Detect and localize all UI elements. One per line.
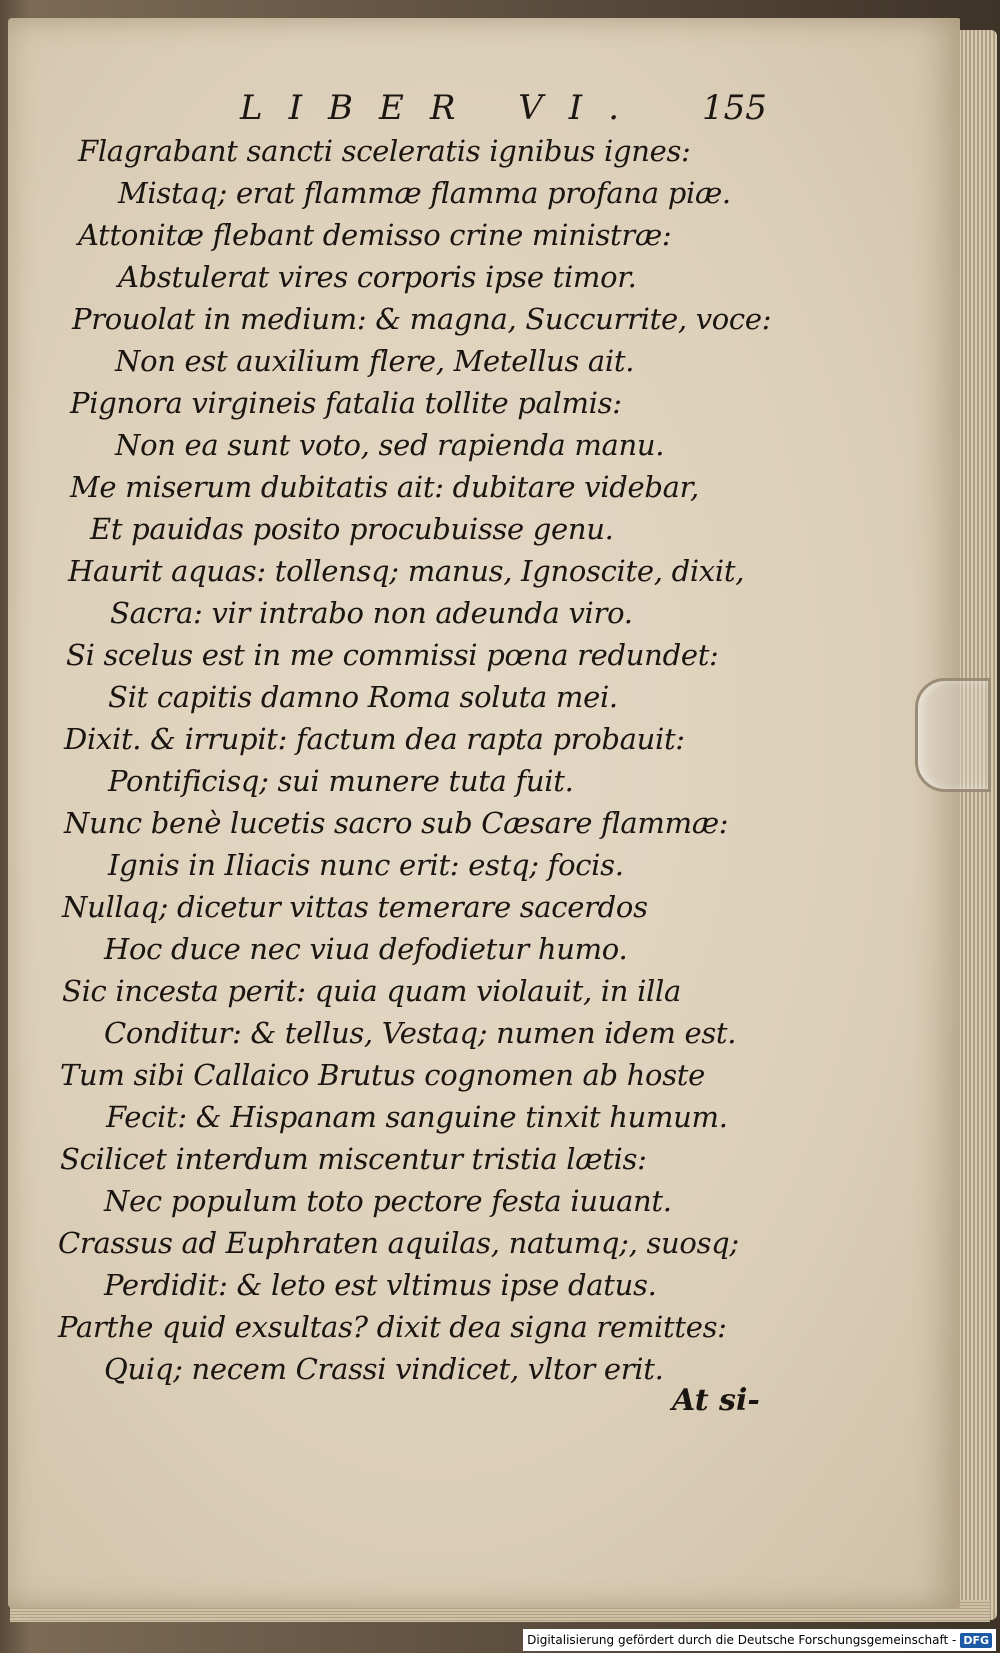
verse-line: Abstulerat vires corporis ipse timor. (118, 260, 637, 294)
verse-line: Si scelus est in me commissi pœna redundet: (66, 638, 719, 672)
verse-line: Mistaq; erat flammæ flamma profana piæ. (118, 176, 731, 210)
verse-line: Quiq; necem Crassi vindicet, vltor erit. (104, 1352, 664, 1386)
verse-line: Me miserum dubitatis ait: dubitare videbar, (70, 470, 699, 504)
verse-line: Prouolat in medium: & magna, Succurrite, voce: (72, 302, 772, 336)
verse-line: Nunc benè lucetis sacro sub Cæsare flammæ: (64, 806, 729, 840)
verse-line: Sacra: vir intrabo non adeunda viro. (110, 596, 633, 630)
verse-line: Hoc duce nec viua defodietur humo. (104, 932, 628, 966)
verse-line: Pontificisq; sui munere tuta fuit. (108, 764, 574, 798)
dfg-logo: DFG (960, 1633, 992, 1648)
verse-line: Sic incesta perit: quia quam violauit, in illa (62, 974, 681, 1008)
digitization-credit (523, 1629, 996, 1651)
verse-line: Attonitæ flebant demisso crine ministræ: (78, 218, 672, 252)
verse-line: Sit capitis damno Roma soluta mei. (108, 680, 618, 714)
verse-line: Flagrabant sancti sceleratis ignibus ignes: (78, 134, 691, 168)
verse-line: Pignora virgineis fatalia tollite palmis: (70, 386, 622, 420)
page-number: 155 (702, 88, 767, 128)
running-title: LIBER VI. (240, 88, 646, 128)
verse-line: Fecit: & Hispanam sanguine tinxit humum. (106, 1100, 728, 1134)
verse-line: Non ea sunt voto, sed rapienda manu. (115, 428, 665, 462)
page-clip (915, 678, 991, 792)
catchword: At si- (672, 1383, 760, 1418)
verse-line: Non est auxilium flere, Metellus ait. (115, 344, 635, 378)
page-edges-right (955, 30, 997, 1620)
verse-line: Nullaq; dicetur vittas temerare sacerdos (62, 890, 648, 924)
verse-line: Nec populum toto pectore festa iuuant. (104, 1184, 672, 1218)
verse-line: Parthe quid exsultas? dixit dea signa remittes: (58, 1310, 727, 1344)
verse-line: Perdidit: & leto est vltimus ipse datus. (104, 1268, 657, 1302)
verse-line: Scilicet interdum miscentur tristia lætis: (60, 1142, 647, 1176)
credit-text: Digitalisierung gefördert durch die Deutsche Forschungsgemeinschaft - (527, 1633, 957, 1647)
verse-line: Ignis in Iliacis nunc erit: estq; focis. (108, 848, 624, 882)
verse-line: Haurit aquas: tollensq; manus, Ignoscite, dixit, (68, 554, 745, 588)
verse-line: Dixit. & irrupit: factum dea rapta probauit: (64, 722, 685, 756)
verse-line: Et pauidas posito procubuisse genu. (90, 512, 614, 546)
verse-line: Conditur: & tellus, Vestaq; numen idem est. (104, 1016, 737, 1050)
verse-line: Tum sibi Callaico Brutus cognomen ab hoste (60, 1058, 706, 1092)
verse-line: Crassus ad Euphraten aquilas, natumq;, suosq; (58, 1226, 739, 1260)
